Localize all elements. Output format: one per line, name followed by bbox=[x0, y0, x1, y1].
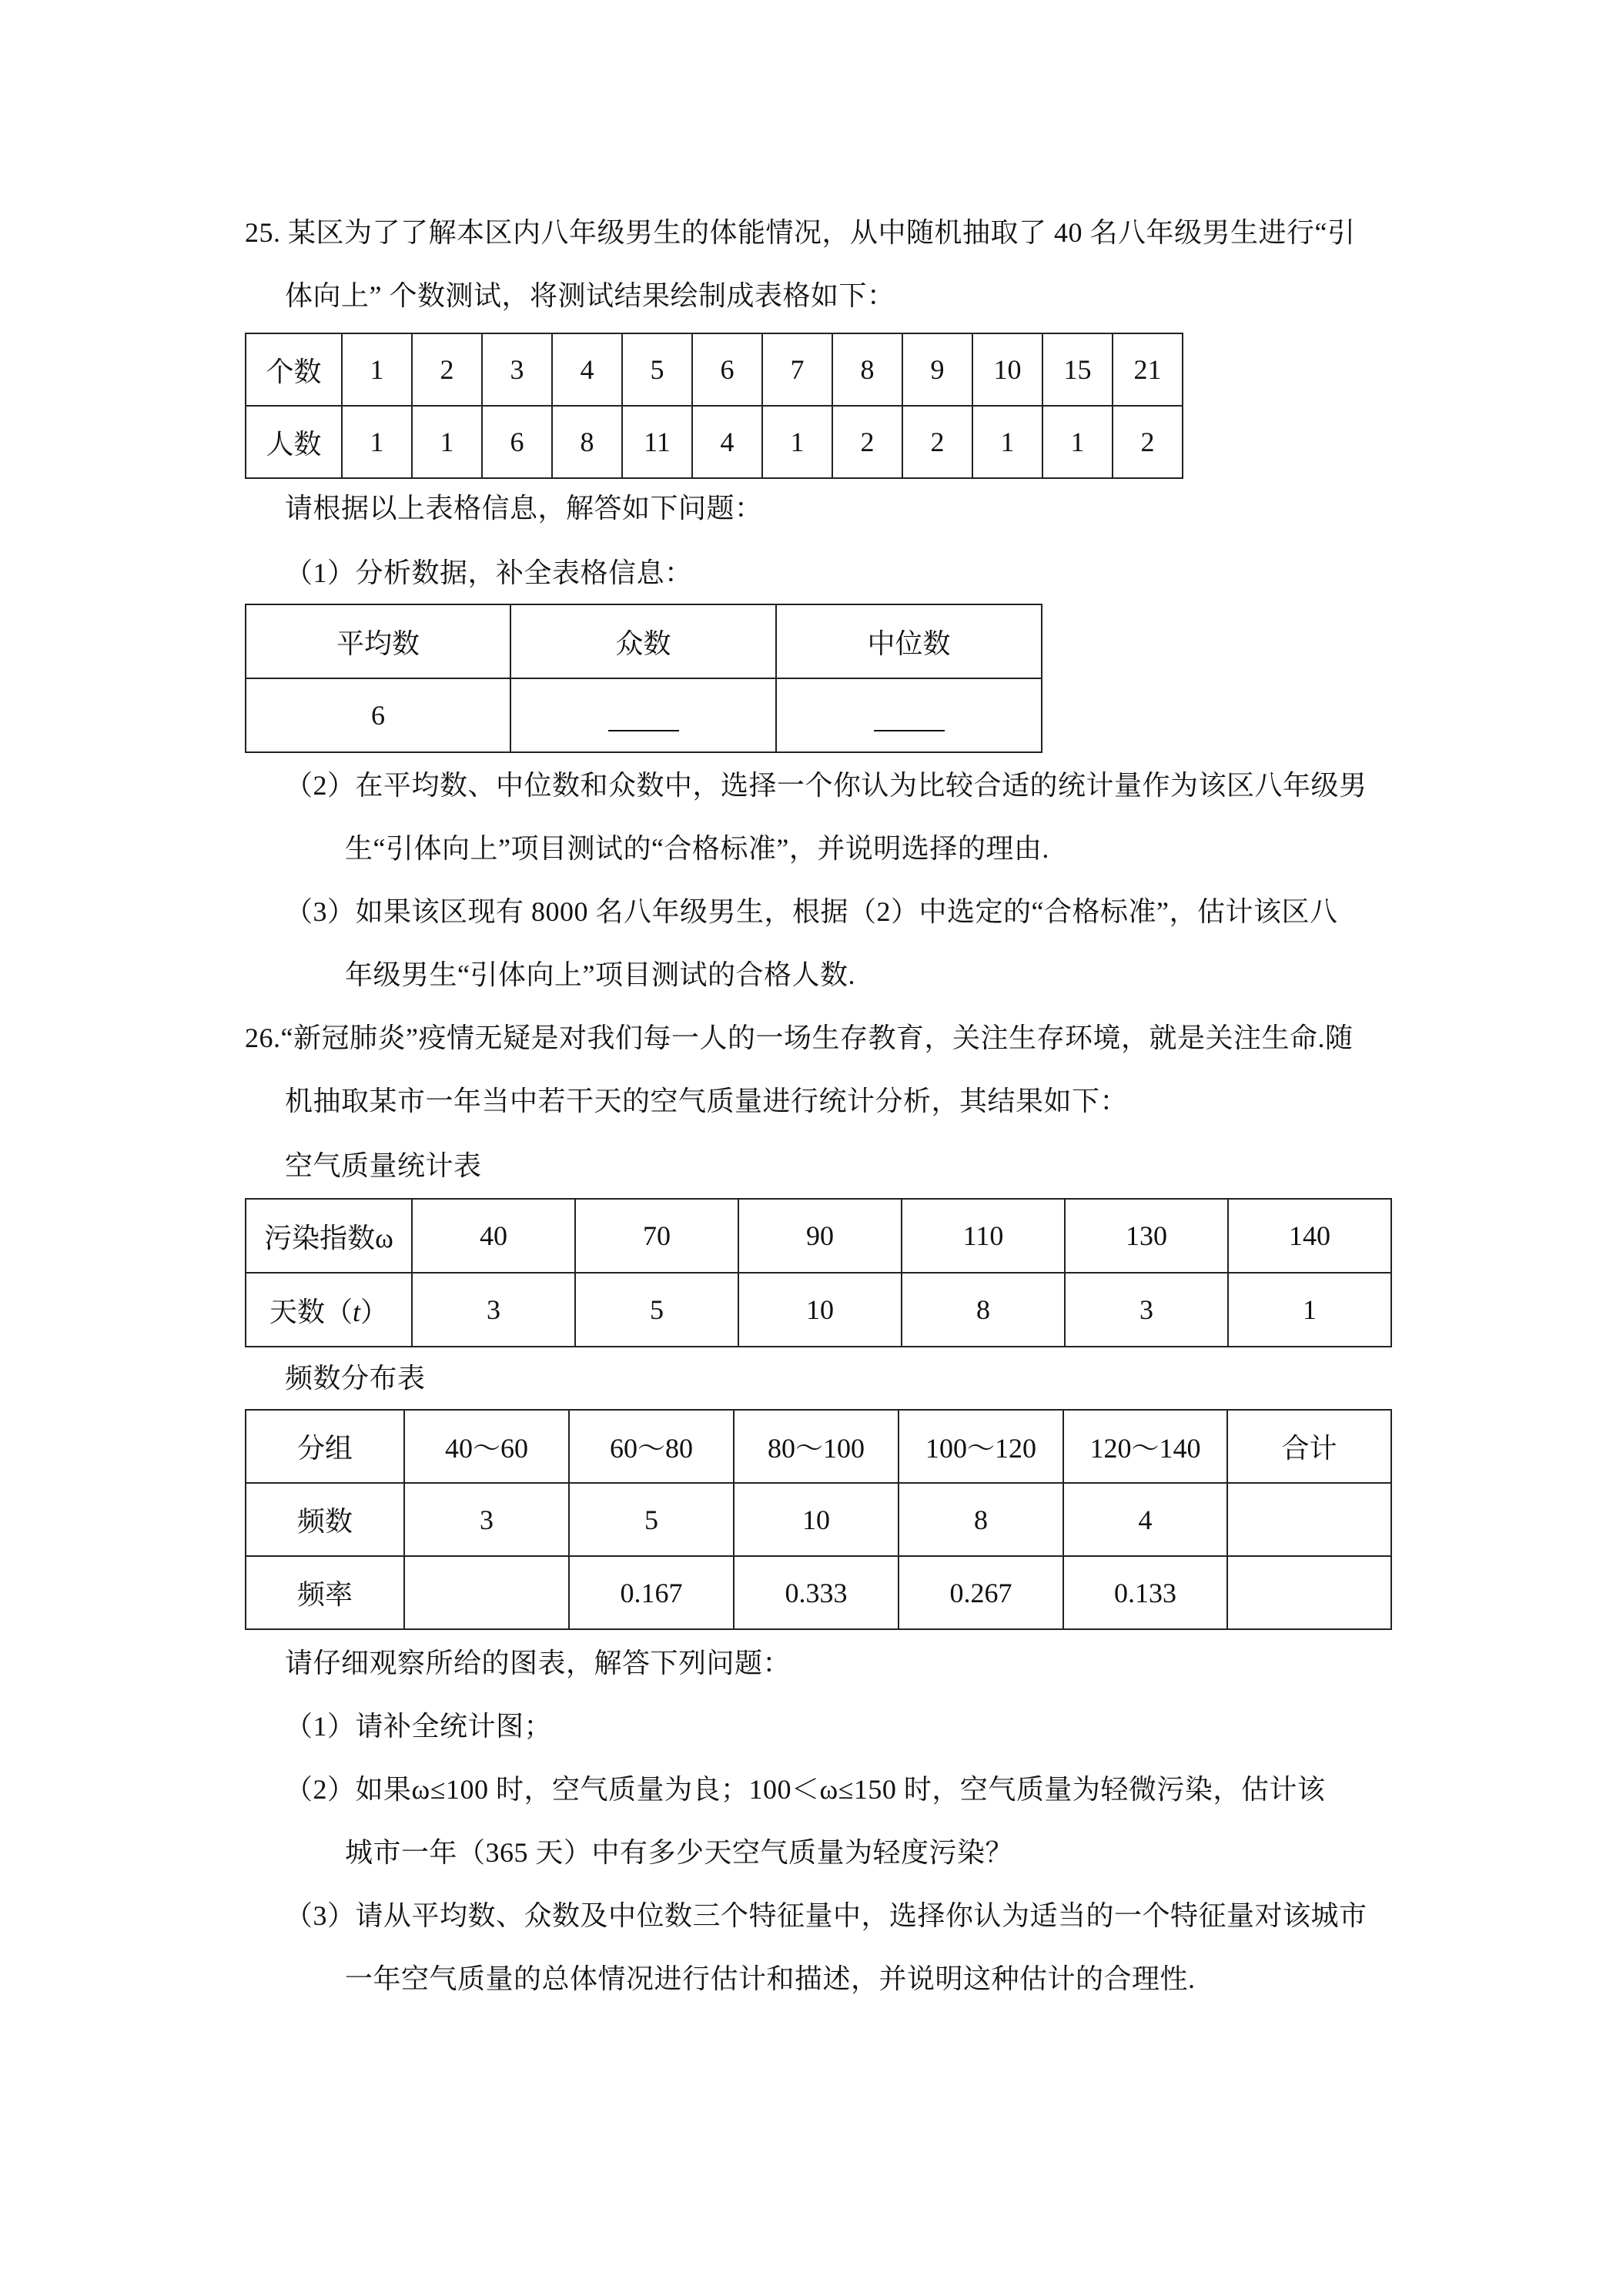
days-label-pre: 天数（ bbox=[269, 1296, 353, 1327]
mean-header: 平均数 bbox=[246, 604, 510, 678]
table-cell bbox=[1227, 1483, 1391, 1556]
table-cell: 9 bbox=[902, 333, 972, 406]
table-cell: 11 bbox=[622, 406, 692, 478]
table-cell: 1 bbox=[342, 406, 412, 478]
table-cell: 3 bbox=[482, 333, 552, 406]
table-cell bbox=[246, 1273, 412, 1347]
q25-sub2-line1: （2）在平均数、中位数和众数中，选择一个你认为比较合适的统计量作为该区八年级男 bbox=[285, 770, 1367, 801]
q26-sub3-line1: （3）请从平均数、众数及中位数三个特征量中，选择你认为适当的一个特征量对该城市 bbox=[285, 1900, 1367, 1931]
q26-sub2-line1: （2）如果ω≤100 时，空气质量为良；100＜ω≤150 时，空气质量为轻微污染，估计该 bbox=[285, 1774, 1326, 1805]
q25-sub3-line2: 年级男生“引体向上”项目测试的合格人数. bbox=[345, 959, 855, 990]
table-cell: 0.167 bbox=[569, 1556, 734, 1629]
table-cell: 0.333 bbox=[734, 1556, 899, 1629]
table-cell: 140 bbox=[1228, 1199, 1391, 1273]
days-label-post: ） bbox=[360, 1296, 389, 1327]
table-cell: 110 bbox=[902, 1199, 1065, 1273]
table-cell: 个数 bbox=[246, 333, 342, 406]
q25-sub1: （1）分析数据，补全表格信息： bbox=[285, 557, 693, 588]
table-cell: 10 bbox=[972, 333, 1042, 406]
frequency-table bbox=[245, 1409, 1392, 1630]
table-cell: 污染指数ω bbox=[246, 1199, 412, 1273]
q26-line1: 26.“新冠肺炎”疫情无疑是对我们每一人的一场生存教育，关注生存环境，就是关注生命.随 bbox=[245, 1022, 1354, 1053]
table-cell: 1 bbox=[1042, 406, 1113, 478]
table-cell: 21 bbox=[1113, 333, 1183, 406]
table-cell: 15 bbox=[1042, 333, 1113, 406]
pullup-count-table bbox=[245, 333, 1183, 479]
q26-sub2-line2: 城市一年（365 天）中有多少天空气质量为轻度污染？ bbox=[345, 1837, 1014, 1868]
stats-table bbox=[245, 604, 1042, 753]
table-row bbox=[246, 406, 1183, 478]
mode-answer-blank bbox=[608, 704, 679, 731]
mode-answer-cell bbox=[510, 678, 776, 752]
table-row bbox=[246, 1556, 1391, 1629]
table-cell: 130 bbox=[1065, 1199, 1228, 1273]
days-label-var: t bbox=[352, 1296, 360, 1327]
table-cell: 8 bbox=[902, 1273, 1065, 1347]
table-cell: 4 bbox=[692, 406, 762, 478]
air-quality-table-title: 空气质量统计表 bbox=[285, 1150, 482, 1181]
table-cell: 2 bbox=[902, 406, 972, 478]
table-cell: 40～60 bbox=[404, 1410, 569, 1483]
table-cell: 频数 bbox=[246, 1483, 404, 1556]
q25-sub3-line1: （3）如果该区现有 8000 名八年级男生，根据（2）中选定的“合格标准”，估计该区八 bbox=[285, 896, 1338, 927]
table-cell: 0.267 bbox=[899, 1556, 1063, 1629]
table-cell: 4 bbox=[1063, 1483, 1227, 1556]
table-cell: 2 bbox=[1113, 406, 1183, 478]
table-row bbox=[246, 1273, 1391, 1347]
table-cell: 6 bbox=[482, 406, 552, 478]
q25-sub2-line2: 生“引体向上”项目测试的“合格标准”，并说明选择的理由. bbox=[345, 833, 1049, 864]
table-cell: 5 bbox=[622, 333, 692, 406]
q25-line2: 体向上” 个数测试，将测试结果绘制成表格如下： bbox=[285, 280, 895, 311]
table-cell: 6 bbox=[692, 333, 762, 406]
table-row bbox=[246, 333, 1183, 406]
table-cell: 合计 bbox=[1227, 1410, 1391, 1483]
table-row bbox=[246, 604, 1042, 678]
table-cell: 60～80 bbox=[569, 1410, 734, 1483]
table-cell: 1 bbox=[1228, 1273, 1391, 1347]
table-row bbox=[246, 1199, 1391, 1273]
q26-sub1: （1）请补全统计图； bbox=[285, 1711, 553, 1742]
table-cell: 频率 bbox=[246, 1556, 404, 1629]
table-cell: 40 bbox=[412, 1199, 575, 1273]
table-cell: 1 bbox=[412, 406, 482, 478]
table-cell: 70 bbox=[575, 1199, 738, 1273]
frequency-table-title: 频数分布表 bbox=[285, 1363, 426, 1394]
table-cell: 分组 bbox=[246, 1410, 404, 1483]
table-row bbox=[246, 1410, 1391, 1483]
table-cell: 人数 bbox=[246, 406, 342, 478]
table-cell: 90 bbox=[738, 1199, 902, 1273]
table-cell: 3 bbox=[404, 1483, 569, 1556]
table-cell: 10 bbox=[738, 1273, 902, 1347]
q26-line2: 机抽取某市一年当中若干天的空气质量进行统计分析，其结果如下： bbox=[285, 1086, 1129, 1116]
table-cell: 3 bbox=[1065, 1273, 1228, 1347]
table-cell: 1 bbox=[342, 333, 412, 406]
air-quality-table bbox=[245, 1198, 1392, 1347]
table-cell: 5 bbox=[569, 1483, 734, 1556]
table-cell: 8 bbox=[899, 1483, 1063, 1556]
table-cell: 8 bbox=[832, 333, 902, 406]
table-cell: 120～140 bbox=[1063, 1410, 1227, 1483]
q25-prompt: 请根据以上表格信息，解答如下问题： bbox=[285, 493, 763, 524]
q25-line1: 25. 某区为了了解本区内八年级男生的体能情况，从中随机抽取了 40 名八年级男生进行“引 bbox=[245, 217, 1356, 248]
q26-sub3-line2: 一年空气质量的总体情况进行估计和描述，并说明这种估计的合理性. bbox=[345, 1963, 1196, 1994]
table-cell: 100～120 bbox=[899, 1410, 1063, 1483]
mean-value: 6 bbox=[246, 678, 510, 752]
table-cell: 2 bbox=[832, 406, 902, 478]
table-cell: 2 bbox=[412, 333, 482, 406]
table-cell: 5 bbox=[575, 1273, 738, 1347]
table-cell: 4 bbox=[552, 333, 622, 406]
table-cell: 1 bbox=[762, 406, 832, 478]
table-cell: 1 bbox=[972, 406, 1042, 478]
table-cell: 7 bbox=[762, 333, 832, 406]
table-cell: 0.133 bbox=[1063, 1556, 1227, 1629]
median-answer-blank bbox=[874, 704, 945, 731]
table-cell: 8 bbox=[552, 406, 622, 478]
table-cell: 3 bbox=[412, 1273, 575, 1347]
table-cell bbox=[404, 1556, 569, 1629]
table-row bbox=[246, 1483, 1391, 1556]
mode-header: 众数 bbox=[510, 604, 776, 678]
q26-prompt: 请仔细观察所给的图表，解答下列问题： bbox=[285, 1648, 791, 1678]
table-cell: 80～100 bbox=[734, 1410, 899, 1483]
table-cell bbox=[1227, 1556, 1391, 1629]
median-header: 中位数 bbox=[776, 604, 1042, 678]
median-answer-cell bbox=[776, 678, 1042, 752]
table-row bbox=[246, 678, 1042, 752]
table-cell: 10 bbox=[734, 1483, 899, 1556]
